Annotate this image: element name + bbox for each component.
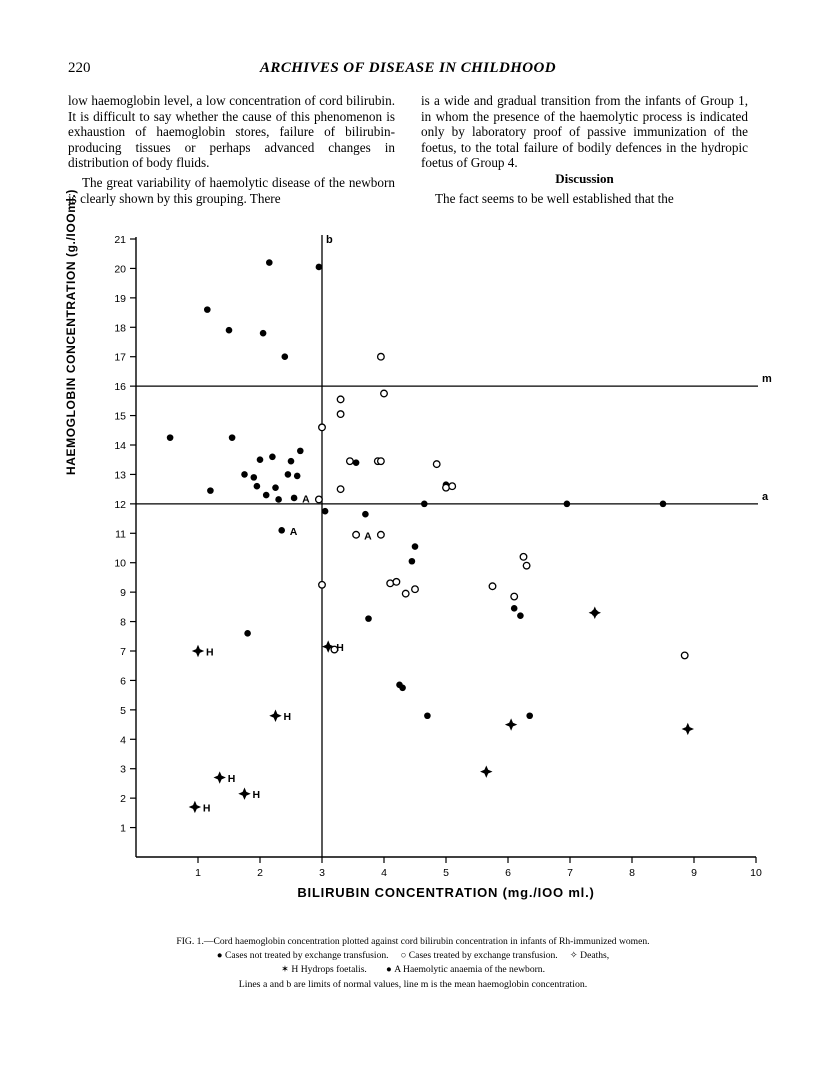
svg-text:13: 13 [114, 469, 126, 482]
caption-line-1: —Cord haemoglobin concentration plotted against cord bilirubin concentration in infants of Rh-immunized women. [203, 936, 650, 947]
svg-text:H: H [202, 802, 211, 815]
svg-text:8: 8 [629, 867, 635, 879]
svg-text:b: b [326, 234, 333, 246]
figure-label: FIG. 1. [176, 936, 204, 947]
svg-text:2: 2 [257, 867, 263, 879]
svg-text:2: 2 [120, 793, 126, 806]
svg-text:18: 18 [114, 322, 126, 335]
figure-caption [68, 935, 758, 991]
caption-last-line: Lines a and b are limits of normal values, line m is the mean haemoglobin concentration. [238, 979, 588, 990]
legend-hydrops: ✶ H Hydrops foetalis. [280, 964, 367, 975]
svg-text:H: H [252, 789, 261, 802]
left-paragraph-2: The great variability of haemolytic disease of the newborn is clearly shown by this grouping. There [68, 174, 395, 206]
legend-anaemia: ● A Haemolytic anaemia of the newborn. [386, 964, 546, 975]
legend-death-marker: ✧ Deaths, [569, 950, 610, 961]
svg-text:1: 1 [195, 867, 201, 879]
svg-text:5: 5 [443, 867, 449, 879]
svg-text:A: A [302, 493, 310, 506]
svg-text:7: 7 [567, 867, 573, 879]
page-number: 220 [68, 60, 91, 76]
svg-text:m: m [762, 373, 772, 386]
body-text [68, 93, 748, 206]
svg-text:16: 16 [114, 381, 126, 394]
svg-text:12: 12 [114, 498, 126, 511]
svg-text:A: A [289, 525, 298, 538]
right-paragraph-2: The fact seems to be well established that the [435, 190, 674, 206]
svg-text:14: 14 [114, 440, 126, 452]
svg-text:9: 9 [120, 587, 126, 600]
svg-text:10: 10 [114, 557, 126, 570]
svg-text:3: 3 [319, 867, 325, 879]
y-axis-label: HAEMOGLOBIN CONCENTRATION (g./IOOml.) [64, 189, 78, 475]
discussion-heading: Discussion [555, 170, 614, 186]
left-paragraph-1: low haemoglobin level, a low concentration of cord bilirubin. It is difficult to say whether the cause of this phenomenon is exhaustion of haemoglobin stores, failure of bilirubin-producing tissues or perhaps advanced changes in distribution of body fluids. [68, 93, 395, 171]
right-paragraph-1: is a wide and gradual transition from the infants of Group 1, in whom the presence of the haemolytic process is indicated only by laboratory proof of passive immunization of the foetus, to the total failure of bodily defences in the hydropic foetus of Group 4. [421, 93, 748, 171]
svg-text:7: 7 [120, 646, 126, 658]
svg-text:1: 1 [120, 822, 126, 835]
legend-filled-circle: ● Cases not treated by exchange transfusion. [216, 950, 389, 961]
svg-text:H: H [206, 646, 214, 659]
svg-text:6: 6 [120, 675, 126, 688]
svg-text:21: 21 [114, 234, 126, 246]
right-column [421, 93, 748, 206]
svg-text:5: 5 [120, 704, 126, 717]
svg-text:4: 4 [120, 734, 126, 747]
svg-text:H: H [227, 773, 236, 786]
svg-text:17: 17 [114, 351, 126, 364]
svg-text:9: 9 [691, 867, 697, 879]
svg-text:4: 4 [381, 867, 387, 879]
svg-text:15: 15 [114, 410, 126, 423]
running-head: ARCHIVES OF DISEASE IN CHILDHOOD [260, 60, 556, 76]
svg-text:8: 8 [120, 616, 126, 629]
svg-text:11: 11 [115, 528, 126, 541]
legend-open-circle: ○ Cases treated by exchange transfusion. [400, 950, 558, 961]
svg-text:20: 20 [114, 263, 126, 276]
chart-canvas [68, 225, 772, 885]
left-column [68, 93, 395, 206]
svg-text:a: a [762, 490, 769, 503]
svg-text:6: 6 [505, 867, 511, 879]
svg-text:19: 19 [114, 292, 126, 305]
svg-text:A: A [364, 530, 372, 543]
svg-text:10: 10 [750, 867, 762, 879]
svg-text:H: H [283, 711, 292, 724]
svg-text:H: H [336, 642, 344, 655]
svg-text:3: 3 [120, 763, 126, 776]
x-axis-label: BILIRUBIN CONCENTRATION (mg./IOO ml.) [297, 885, 595, 900]
